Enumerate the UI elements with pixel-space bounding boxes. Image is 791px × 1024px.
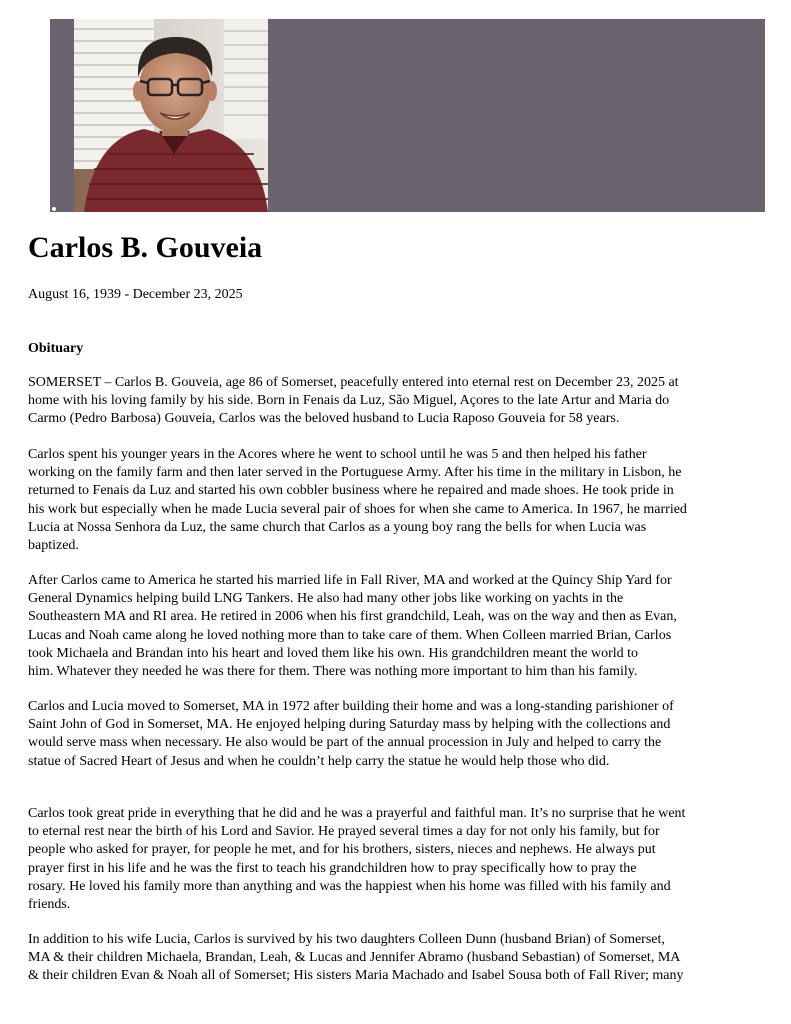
paragraph-line: Carlos spent his younger years in the Acores where he went to school until he was 5 and then helped his father xyxy=(28,447,647,462)
obituary-paragraph xyxy=(28,698,674,771)
portrait-photo xyxy=(74,19,268,212)
banner-indicator-dot xyxy=(52,207,56,211)
paragraph-line: prayer first in his life and he was the first to teach his grandchildren how to pray specifically how to pray the xyxy=(28,860,637,876)
paragraph-line: him. Whatever they needed he was there for them. There was nothing more important to him than his family. xyxy=(28,664,638,680)
paragraph-line: Saint John of God in Somerset, MA. He enjoyed helping during Saturday mass by helping with the collections and xyxy=(28,717,671,733)
paragraph-line: statue of Sacred Heart of Jesus and when he couldn’t help carry the statue he would help those who did. xyxy=(28,753,610,769)
paragraph-line: SOMERSET – Carlos B. Gouveia, age 86 of Somerset, peacefully entered into eternal rest on December 23, 2025 at xyxy=(28,375,679,390)
paragraph-line: friends. xyxy=(28,897,71,913)
paragraph-line: Southeastern MA and RI area. He retired in 2006 when his first grandchild, Leah, was on the way and then as Evan, xyxy=(28,609,677,625)
obituary-paragraph xyxy=(28,374,679,429)
paragraph-line: rosary. He loved his family more than anything and was the happiest when his home was filled with his family and xyxy=(28,878,671,894)
paragraph-line: After Carlos came to America he started his married life in Fall River, MA and worked at the Quincy Ship Yard for xyxy=(28,573,672,588)
paragraph-line: took Michaela and Brandan into his heart and loved them like his own. His grandchildren meant the world to xyxy=(28,645,639,661)
paragraph-line: Carlos took great pride in everything that he did and he was a prayerful and faithful man. It’s no surprise that he went xyxy=(28,806,686,821)
section-heading: Obituary xyxy=(28,341,84,356)
paragraph-line: In addition to his wife Lucia, Carlos is survived by his two daughters Colleen Dunn (husband Brian) of Somerset, xyxy=(28,932,665,947)
paragraph-line: working on the family farm and then later served in the Portuguese Army. After his time in the military in Lisbon, he xyxy=(28,465,682,481)
obituary-paragraph xyxy=(28,805,685,914)
obituary-paragraph xyxy=(28,572,677,681)
paragraph-line: Lucas and Noah came along he loved nothing more than to take care of them. When Colleen married Brian, Carlos xyxy=(28,627,672,643)
paragraph-line: baptized. xyxy=(28,538,79,554)
paragraph-line: Carlos and Lucia moved to Somerset, MA in 1972 after building their home and was a long-standing parishioner of xyxy=(28,699,674,714)
deceased-name: Carlos B. Gouveia xyxy=(28,231,263,264)
paragraph-line: & their children Evan & Noah all of Somerset; His sisters Maria Machado and Isabel Sousa both of Fall River; many xyxy=(28,968,684,984)
paragraph-line: Carmo (Pedro Barbosa) Gouveia, Carlos was the beloved husband to Lucia Raposo Gouveia for 58 years. xyxy=(28,411,620,427)
paragraph-line: home with his loving family by his side. Born in Fenais da Luz, São Miguel, Açores to the late Artur and Maria do xyxy=(28,393,670,409)
paragraph-line: General Dynamics helping build LNG Tankers. He also had many other jobs like working on yachts in the xyxy=(28,591,624,607)
paragraph-line: to eternal rest near the birth of his Lord and Savior. He prayed several times a day for not only his family, but for xyxy=(28,824,660,840)
life-dates: August 16, 1939 - December 23, 2025 xyxy=(28,287,243,302)
paragraph-line: Lucia at Nossa Senhora da Luz, the same church that Carlos as a young boy rang the bells for when Lucia was xyxy=(28,519,647,535)
paragraph-line: his work but especially when he made Lucia several pair of shoes for when she came to America. In 1967, he married xyxy=(28,501,687,517)
obituary-paragraph xyxy=(28,931,684,986)
paragraph-line: people who asked for prayer, for people he met, and for his brothers, sisters, nieces and nephews. He always put xyxy=(28,842,656,858)
obituary-paragraph xyxy=(28,446,687,555)
paragraph-line: would serve mass when necessary. He also would be part of the annual procession in July and helped to carry the xyxy=(28,735,662,751)
paragraph-line: MA & their children Michaela, Brandan, Leah, & Lucas and Jennifer Abramo (husband Sebastian) of Somerset, MA xyxy=(28,950,681,966)
paragraph-line: returned to Fenais da Luz and started his own cobbler business where he repaired and made shoes. He took pride in xyxy=(28,483,674,499)
